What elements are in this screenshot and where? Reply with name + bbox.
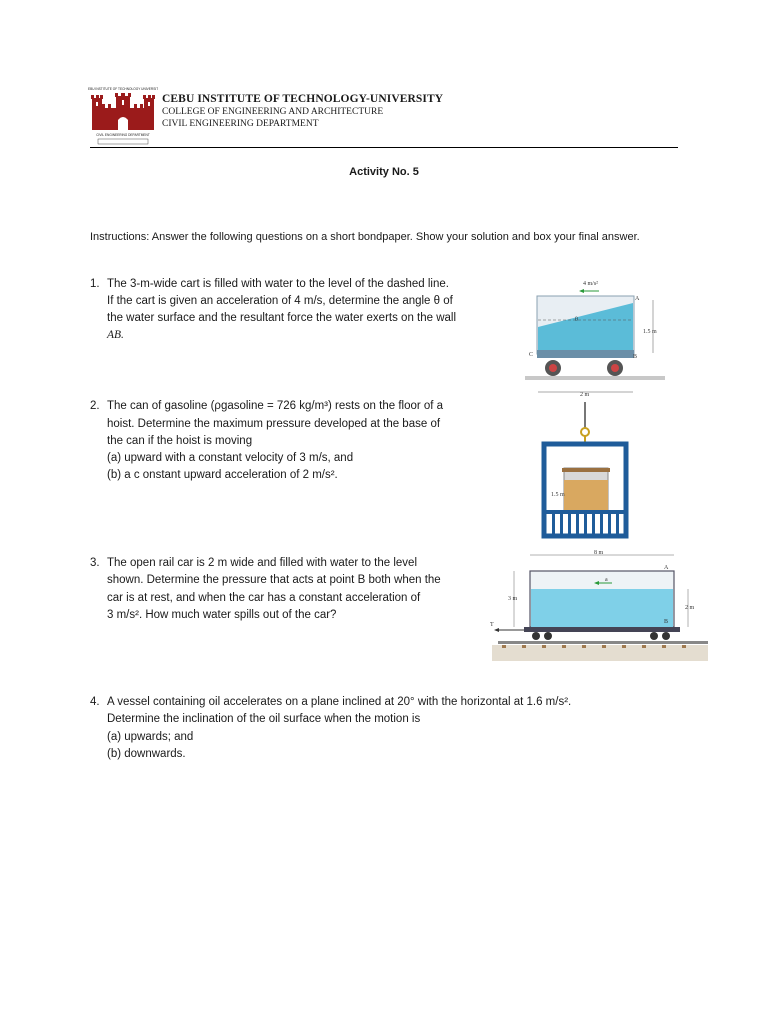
question-line: the can if the hoist is moving bbox=[107, 435, 253, 447]
instructions: Instructions: Answer the following questions on a short bondpaper. Show your solution and box your final answer. bbox=[90, 231, 640, 243]
question-line: shown. Determine the pressure that acts at point B both when the bbox=[107, 574, 441, 586]
point-b-label: B bbox=[664, 619, 669, 625]
arrow-left-icon bbox=[494, 628, 499, 632]
question-line: Determine the inclination of the oil surface when the motion is bbox=[107, 713, 421, 725]
rail-car-figure bbox=[488, 545, 708, 665]
question-number: 3. bbox=[90, 557, 100, 569]
question-line: 3 m/s². How much water spills out of the car? bbox=[107, 609, 337, 621]
question-line: The open rail car is 2 m wide and filled with water to the level bbox=[107, 557, 418, 569]
university-logo bbox=[88, 86, 158, 146]
question-line: (b) downwards. bbox=[107, 748, 186, 760]
width-label: 2 m bbox=[580, 392, 590, 398]
question-number: 4. bbox=[90, 696, 100, 708]
arrow-left-icon bbox=[579, 289, 584, 293]
point-b-label: B bbox=[633, 354, 638, 360]
question-line: hoist. Determine the maximum pressure developed at the base of bbox=[107, 418, 441, 430]
question-line: The 3-m-wide cart is filled with water to the level of the dashed line. bbox=[107, 278, 449, 290]
question-line: If the cart is given an acceleration of 4 m/s, determine the angle θ of bbox=[107, 295, 453, 307]
question-line: the water surface and the resultant force the water exerts on the wall bbox=[107, 312, 457, 324]
logo-top-text: CEBU INSTITUTE OF TECHNOLOGY UNIVERSITY bbox=[88, 87, 158, 91]
logo-bottom-text: CIVIL ENGINEERING DEPARTMENT bbox=[96, 133, 150, 137]
tension-label: T bbox=[490, 622, 494, 628]
activity-title: Activity No. 5 bbox=[349, 166, 419, 178]
height-label: 1.5 m bbox=[643, 329, 657, 335]
theta-label: θ bbox=[575, 317, 578, 323]
cart-figure bbox=[525, 278, 665, 398]
question-line: (b) a c onstant upward acceleration of 2 m/s². bbox=[107, 469, 338, 481]
college-name: COLLEGE OF ENGINEERING AND ARCHITECTURE bbox=[162, 107, 384, 117]
length-label: 8 m bbox=[594, 550, 604, 556]
question-number: 1. bbox=[90, 278, 100, 290]
question-line: car is at rest, and when the car has a constant acceleration of bbox=[107, 592, 421, 604]
header-divider bbox=[90, 147, 678, 148]
accel-label: 4 m/s² bbox=[583, 281, 598, 287]
water-depth-label: 2 m bbox=[685, 605, 695, 611]
department-name: CIVIL ENGINEERING DEPARTMENT bbox=[162, 119, 319, 129]
institution-name: CEBU INSTITUTE OF TECHNOLOGY-UNIVERSITY bbox=[162, 93, 444, 105]
hoist-figure bbox=[540, 400, 630, 540]
height-label: 3 m bbox=[508, 596, 518, 602]
question-line: AB. bbox=[107, 329, 124, 341]
accel-a-label: a bbox=[605, 577, 608, 583]
question-line: The can of gasoline (ρgasoline = 726 kg/m³) rests on the floor of a bbox=[107, 400, 444, 412]
question-line: (a) upwards; and bbox=[107, 731, 194, 743]
question-line: A vessel containing oil accelerates on a plane inclined at 20° with the horizontal at 1.6 m/s². bbox=[107, 696, 572, 708]
point-c-label: C bbox=[529, 352, 534, 358]
height-label: 1.5 m bbox=[551, 492, 565, 498]
question-line: (a) upward with a constant velocity of 3 m/s, and bbox=[107, 452, 354, 464]
point-a-label: A bbox=[635, 296, 640, 302]
question-number: 2. bbox=[90, 400, 100, 412]
point-a-label: A bbox=[664, 565, 669, 571]
